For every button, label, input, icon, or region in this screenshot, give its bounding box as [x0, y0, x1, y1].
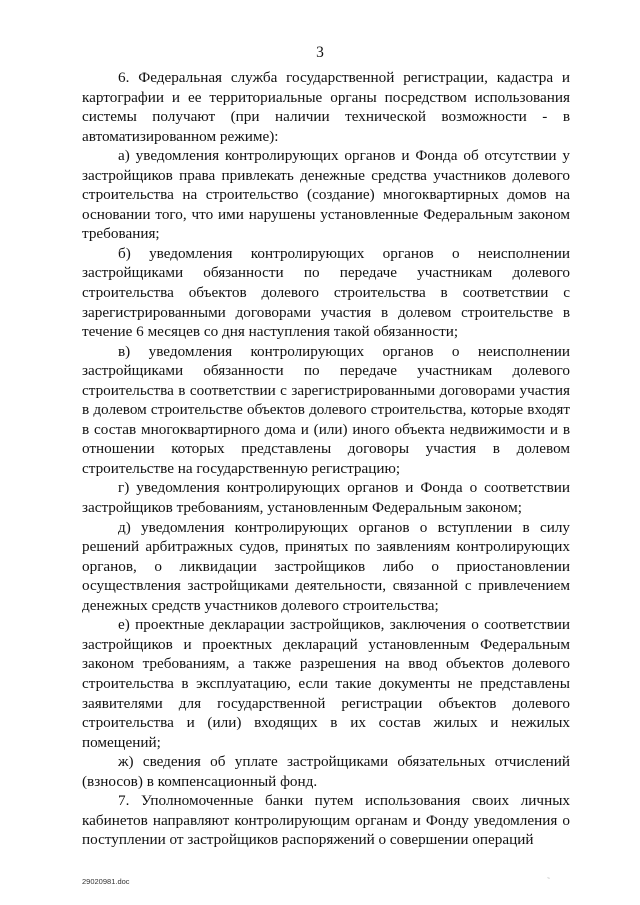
- paragraph-6e: е) проектные декларации застройщиков, заключения о соответствии застройщиков и проектных деклараций установленным Федеральным законом требованиям, а также разрешения на ввод объектов долевого строительства в эксплуатацию, если такие документы не представлены заявителями для государственной регистрации объектов долевого строительства и (или) входящих в их состав жилых и нежилых помещений;: [82, 616, 570, 751]
- paragraph-6g: г) уведомления контролирующих органов и Фонда о соответствии застройщиков требованиям, установленным Федеральным законом;: [82, 479, 570, 517]
- paragraph-6zh: ж) сведения об уплате застройщиками обязательных отчислений (взносов) в компенсационный фонд.: [82, 753, 570, 790]
- paragraph-6a: а) уведомления контролирующих органов и Фонда об отсутствии у застройщиков права привлекать денежные средства участников долевого строительства на строительство (создание) многоквартирных домов на основании того, что ими нарушены установленные Федеральным законом требования;: [82, 147, 570, 243]
- footer-filename: 29020981.doc: [82, 877, 130, 886]
- paragraph-6: 6. Федеральная служба государственной регистрации, кадастра и картографии и ее территориальные органы посредством использования системы получают (при наличии технической возможности - в автоматизированном режиме):: [82, 69, 570, 145]
- paragraph-6v: в) уведомления контролирующих органов о неисполнении застройщиками обязанности по передаче участникам долевого строительства в соответствии с зарегистрированными договорами участия в долевом строительстве объектов долевого строительства, которые входят в состав многоквартирного дома и (или) иного объекта недвижимости и в отношении которых представлены договоры участия в долевом строительстве на государственную регистрацию;: [82, 342, 570, 477]
- scan-mark: ~: [547, 876, 550, 882]
- document-body: [82, 68, 570, 850]
- paragraph-6b: б) уведомления контролирующих органов о неисполнении застройщиками обязанности по передаче участникам долевого строительства объектов долевого строительства в соответствии с зарегистрированными договорами участия в долевом строительстве в течение 6 месяцев со дня наступления такой обязанности;: [82, 244, 570, 341]
- paragraph-6d: д) уведомления контролирующих органов о вступлении в силу решений арбитражных судов, принятых по заявлениям контролирующих органов, о ликвидации застройщиков либо о приостановлении осуществления застройщиками деятельности, связанной с привлечением денежных средств участников долевого строительства;: [82, 518, 570, 614]
- page-number: 3: [316, 44, 324, 61]
- paragraph-7: 7. Уполномоченные банки путем использования своих личных кабинетов направляют контролирующим органам и Фонду уведомления о поступлении от застройщиков распоряжений о совершении операций: [82, 792, 570, 849]
